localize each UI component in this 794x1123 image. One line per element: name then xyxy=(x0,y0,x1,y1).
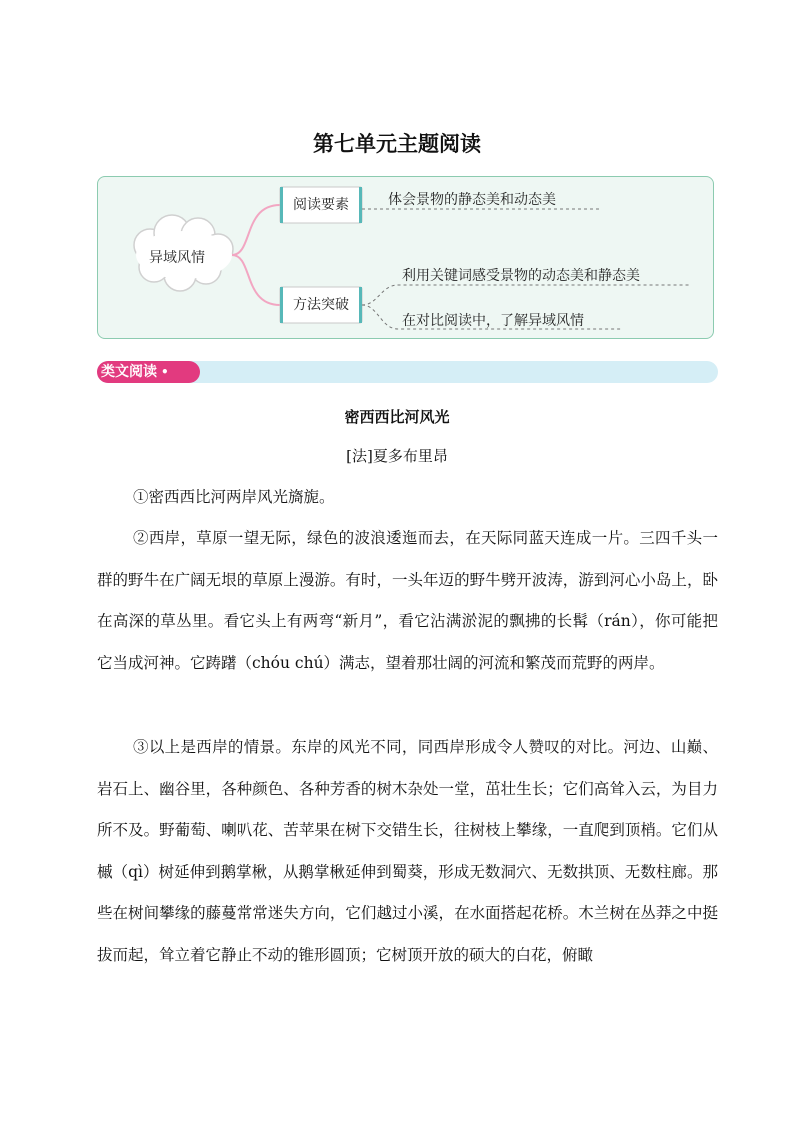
leaf-item: 利用关键词感受景物的动态美和静态美 xyxy=(402,268,640,284)
mind-map-center: 异域风情 xyxy=(149,250,205,266)
leaf-item: 体会景物的静态美和动态美 xyxy=(388,192,556,208)
section-label xyxy=(97,361,200,383)
page-title: 第七单元主题阅读 xyxy=(313,132,481,156)
mind-map xyxy=(97,176,714,339)
paragraph-3: ③以上是西岸的情景。东岸的风光不同，同西岸形成令人赞叹的对比。河边、山巅、岩石上、幽谷里，各种颜色、各种芳香的树木杂处一堂，茁壮生长；它们高耸入云，为目力所不及。野葡萄、喇叭花、苦苹果在树下交错生长，往树枝上攀缘，一直爬到顶梢。它们从槭（qì）树延伸到鹅掌楸，从鹅掌楸延伸到蜀葵，形成无数洞穴、无数拱顶、无数柱廊。那些在树间攀缘的藤蔓常常迷失方向，它们越过小溪，在水面搭起花桥。木兰树在丛莽之中挺拔而起，耸立着它静止不动的锥形圆顶；它树顶开放的硕大的白花，俯瞰 xyxy=(97,738,718,964)
bullet-dot-icon: • xyxy=(161,365,169,379)
branch-label-reading-elements: 阅读要素 xyxy=(293,197,349,213)
paragraph-2: ②西岸，草原一望无际，绿色的波浪逶迤而去，在天际同蓝天连成一片。三四千头一群的野牛在广阔无垠的草原上漫游。有时，一头年迈的野牛劈开波涛，游到河心小岛上，卧在高深的草丛里。看它头上有两弯“新月”，看它沾满淤泥的飘拂的长髯（rán），你可能把它当成河神。它踌躇（chóu chú）满志，望着那壮阔的河流和繁茂而荒野的两岸。 xyxy=(97,529,718,672)
essay-author: [法]夏多布里昂 xyxy=(346,447,448,465)
branch-label-method: 方法突破 xyxy=(293,297,349,313)
leaf-item: 在对比阅读中，了解异域风情 xyxy=(402,313,584,329)
paragraph-1: ①密西西比河两岸风光旖旎。 xyxy=(133,488,335,506)
section-label-text: 类文阅读 xyxy=(101,364,157,380)
essay-title: 密西西比河风光 xyxy=(344,408,450,426)
